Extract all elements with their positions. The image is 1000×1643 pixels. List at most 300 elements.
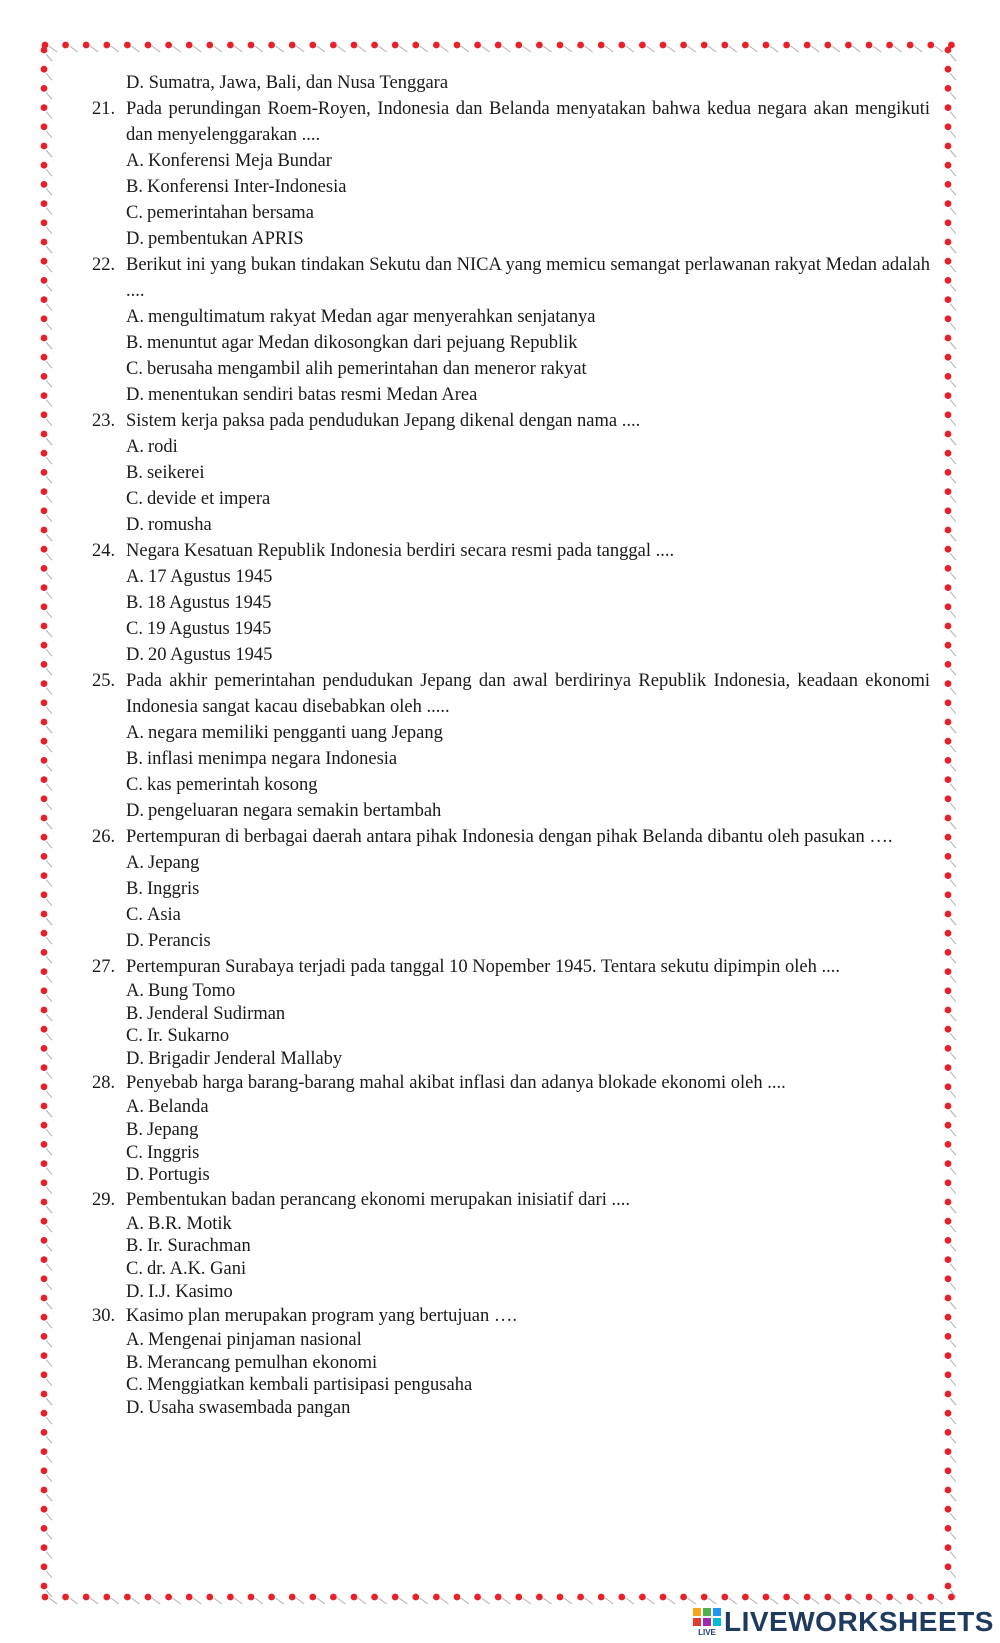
liveworksheets-watermark <box>692 1606 994 1638</box>
answer-option[interactable] <box>126 304 930 330</box>
answer-option[interactable] <box>126 1025 930 1048</box>
border-dash <box>667 1598 675 1604</box>
option-text: berusaha mengambil alih pemerintahan dan meneror rakyat <box>146 359 587 379</box>
answer-option[interactable] <box>126 330 930 356</box>
border-dot <box>41 1391 48 1398</box>
border-dash <box>90 1598 98 1604</box>
border-dash <box>950 438 956 445</box>
border-dash <box>832 46 840 52</box>
border-dot <box>41 1352 48 1359</box>
answer-option[interactable] <box>126 590 930 616</box>
border-dot <box>41 738 48 745</box>
answer-option[interactable] <box>126 1119 930 1142</box>
border-dash <box>873 1598 881 1604</box>
border-dash <box>950 1436 956 1443</box>
answer-option[interactable] <box>126 486 930 512</box>
border-dash <box>950 649 956 656</box>
border-dot <box>945 1218 952 1225</box>
border-dash <box>749 1598 757 1604</box>
border-dash <box>337 46 345 52</box>
border-dot <box>660 1594 667 1601</box>
border-dot <box>639 42 646 49</box>
answer-option[interactable] <box>126 772 930 798</box>
border-dash <box>950 1532 956 1539</box>
question-number: 27. <box>92 957 116 977</box>
option-text: Bung Tomo <box>148 981 236 1001</box>
border-dot <box>41 757 48 764</box>
answer-option[interactable] <box>126 460 930 486</box>
border-dash <box>46 400 52 407</box>
option-text: seikerei <box>146 463 205 483</box>
border-dot <box>41 373 48 380</box>
border-dot <box>536 1594 543 1601</box>
answer-options <box>92 564 930 668</box>
border-dash <box>523 1598 531 1604</box>
border-dash <box>214 1598 222 1604</box>
answer-option[interactable] <box>126 512 930 538</box>
option-letter: A. <box>126 1213 144 1234</box>
option-text: Jepang <box>148 853 200 873</box>
border-dot <box>41 488 48 495</box>
border-dash <box>46 54 52 61</box>
border-dot <box>433 1594 440 1601</box>
border-dash <box>46 553 52 560</box>
border-dash <box>46 169 52 176</box>
border-dash <box>46 841 52 848</box>
question-21 <box>92 96 930 252</box>
option-text: pemerintahan bersama <box>146 203 314 223</box>
option-text: Jenderal Sudirman <box>146 1003 286 1024</box>
border-dot <box>945 680 952 687</box>
border-dash <box>950 553 956 560</box>
border-dot <box>945 1179 952 1186</box>
border-dash <box>46 419 52 426</box>
border-dash <box>420 1598 428 1604</box>
option-letter: C. <box>126 1026 143 1047</box>
border-dot <box>945 1026 952 1033</box>
border-dot <box>41 315 48 322</box>
border-dash <box>950 1552 956 1559</box>
border-dash <box>950 1187 956 1194</box>
border-dash <box>852 1598 860 1604</box>
option-letter: A. <box>126 437 144 457</box>
border-dot <box>824 42 831 49</box>
border-dash <box>46 1264 52 1271</box>
border-dot <box>945 546 952 553</box>
border-dash <box>46 1552 52 1559</box>
border-dot <box>83 42 90 49</box>
border-dot <box>103 1594 110 1601</box>
question-number: 23. <box>92 411 116 431</box>
border-dot <box>945 277 952 284</box>
border-dot <box>945 623 952 630</box>
option-text: 18 Agustus 1945 <box>146 593 272 613</box>
answer-option[interactable] <box>126 1003 930 1026</box>
border-dash <box>111 46 119 52</box>
answer-option[interactable] <box>126 850 930 876</box>
border-dot <box>945 872 952 879</box>
option-letter: C. <box>126 775 143 795</box>
option-letter: D. <box>126 645 144 665</box>
border-dash <box>523 46 531 52</box>
border-dash <box>950 1244 956 1251</box>
answer-option[interactable] <box>126 980 930 1003</box>
option-letter: D. <box>126 515 144 535</box>
border-dash <box>950 1417 956 1424</box>
answer-option[interactable] <box>126 174 930 200</box>
border-dot <box>945 776 952 783</box>
border-dash <box>950 803 956 810</box>
question-row <box>92 668 930 720</box>
border-dot <box>41 162 48 169</box>
border-dot <box>371 1594 378 1601</box>
border-dot <box>945 47 952 54</box>
border-dash <box>46 1340 52 1347</box>
answer-option[interactable] <box>126 798 930 824</box>
border-dot <box>945 834 952 841</box>
question-row <box>92 824 930 850</box>
border-dash <box>950 1225 956 1232</box>
border-dash <box>46 1475 52 1482</box>
answer-options <box>92 1213 930 1303</box>
border-dash <box>564 1598 572 1604</box>
answer-option[interactable] <box>126 720 930 746</box>
border-dash <box>46 899 52 906</box>
border-dot <box>907 1594 914 1601</box>
border-dot <box>412 42 419 49</box>
question-row <box>92 1187 930 1213</box>
border-dot <box>927 1594 934 1601</box>
border-dash <box>440 46 448 52</box>
border-dot <box>41 1160 48 1167</box>
border-dash <box>950 1091 956 1098</box>
border-dot <box>227 42 234 49</box>
border-dot <box>41 47 48 54</box>
border-dash <box>46 822 52 829</box>
answer-option[interactable] <box>126 1235 930 1258</box>
border-dot <box>945 661 952 668</box>
question-number: 25. <box>92 671 116 691</box>
option-letter: D. <box>126 229 144 249</box>
border-dot <box>41 411 48 418</box>
border-dash <box>111 1598 119 1604</box>
option-text: Ir. Surachman <box>146 1236 251 1257</box>
border-dot <box>41 123 48 130</box>
border-dot <box>945 1352 952 1359</box>
border-dash <box>729 46 737 52</box>
border-dot <box>41 66 48 73</box>
border-dash <box>950 323 956 330</box>
border-dash <box>46 918 52 925</box>
border-dash <box>852 46 860 52</box>
answer-option[interactable] <box>126 642 930 668</box>
border-dot <box>945 258 952 265</box>
border-dash <box>46 803 52 810</box>
question-29 <box>92 1187 930 1303</box>
question-row <box>92 252 930 304</box>
answer-option[interactable] <box>126 564 930 590</box>
border-dot <box>268 42 275 49</box>
question-number: 29. <box>92 1189 116 1210</box>
answer-options <box>92 304 930 408</box>
answer-option[interactable] <box>126 1096 930 1119</box>
border-dot <box>945 930 952 937</box>
answer-option[interactable] <box>126 1281 930 1304</box>
border-dash <box>46 92 52 99</box>
border-dot <box>742 42 749 49</box>
border-dash <box>626 1598 634 1604</box>
answer-option[interactable] <box>126 1329 930 1352</box>
dotted-border-bottom <box>40 1592 956 1606</box>
answer-option[interactable] <box>126 1213 930 1236</box>
border-dash <box>317 1598 325 1604</box>
answer-option[interactable] <box>126 434 930 460</box>
question-row <box>92 538 930 564</box>
border-dash <box>950 1456 956 1463</box>
answer-option[interactable] <box>126 746 930 772</box>
border-dash <box>399 46 407 52</box>
answer-option[interactable] <box>126 1397 930 1420</box>
question-27 <box>92 954 930 1070</box>
border-dash <box>950 534 956 541</box>
border-dash <box>46 304 52 311</box>
question-row <box>92 954 930 980</box>
border-dash <box>46 1302 52 1309</box>
option-letter: D. <box>126 801 144 821</box>
border-dot <box>945 315 952 322</box>
border-dot <box>886 42 893 49</box>
border-dash <box>46 726 52 733</box>
border-dot <box>41 891 48 898</box>
border-dot <box>454 42 461 49</box>
border-dash <box>543 46 551 52</box>
dotted-border-top <box>40 40 956 54</box>
border-dash <box>358 46 366 52</box>
answer-option[interactable] <box>126 616 930 642</box>
answer-option[interactable] <box>126 200 930 226</box>
option-letter: A. <box>126 853 144 873</box>
border-dot <box>454 1594 461 1601</box>
border-dash <box>49 46 57 52</box>
border-dash <box>46 707 52 714</box>
border-dot <box>41 392 48 399</box>
border-dot <box>41 680 48 687</box>
border-dot <box>515 1594 522 1601</box>
border-dot <box>845 1594 852 1601</box>
answer-option[interactable] <box>126 1374 930 1397</box>
border-dot <box>41 1218 48 1225</box>
border-dot <box>41 1487 48 1494</box>
border-dot <box>639 1594 646 1601</box>
border-dot <box>945 507 952 514</box>
border-dot <box>945 1295 952 1302</box>
border-dash <box>46 1360 52 1367</box>
border-dot <box>945 1199 952 1206</box>
border-dash <box>950 476 956 483</box>
border-dash <box>46 1456 52 1463</box>
border-dash <box>950 976 956 983</box>
border-dot <box>474 1594 481 1601</box>
border-dash <box>482 46 490 52</box>
border-dot <box>42 42 49 49</box>
border-dash <box>950 688 956 695</box>
answer-option[interactable] <box>126 382 930 408</box>
border-dot <box>866 1594 873 1601</box>
option-text: negara memiliki pengganti uang Jepang <box>148 723 443 743</box>
border-dot <box>680 1594 687 1601</box>
border-dash <box>950 1072 956 1079</box>
border-dash <box>46 1398 52 1405</box>
border-dash <box>626 46 634 52</box>
border-dash <box>46 649 52 656</box>
border-dash <box>950 822 956 829</box>
option-text: pembentukan APRIS <box>148 229 304 249</box>
border-dot <box>945 1122 952 1129</box>
border-dot <box>945 450 952 457</box>
border-dot <box>945 431 952 438</box>
border-dot <box>41 1544 48 1551</box>
border-dash <box>234 1598 242 1604</box>
border-dot <box>41 968 48 975</box>
border-dash <box>46 1014 52 1021</box>
border-dot <box>41 1007 48 1014</box>
question-text: Penyebab harga barang-barang mahal akibat inflasi dan adanya blokade ekonomi oleh .... <box>126 1073 786 1094</box>
border-dash <box>46 246 52 253</box>
border-dot <box>62 42 69 49</box>
border-dot <box>945 1448 952 1455</box>
border-dash <box>46 611 52 618</box>
border-dot <box>763 42 770 49</box>
border-dash <box>46 361 52 368</box>
answer-option[interactable] <box>126 1048 930 1071</box>
question-24 <box>92 538 930 668</box>
border-dash <box>950 400 956 407</box>
option-text: menuntut agar Medan dikosongkan dari pejuang Republik <box>146 333 578 353</box>
answer-option[interactable] <box>126 876 930 902</box>
option-letter: C. <box>126 905 143 925</box>
option-letter: D. <box>126 1281 144 1302</box>
answer-options <box>92 434 930 538</box>
border-dot <box>41 258 48 265</box>
border-dot <box>945 1583 952 1590</box>
border-dash <box>46 1513 52 1520</box>
border-dot <box>351 1594 358 1601</box>
answer-option[interactable] <box>126 1352 930 1375</box>
border-dot <box>41 277 48 284</box>
border-dash <box>950 1475 956 1482</box>
border-dash <box>152 46 160 52</box>
border-dash <box>950 1014 956 1021</box>
border-dash <box>564 46 572 52</box>
border-dot <box>165 42 172 49</box>
border-dash <box>950 860 956 867</box>
border-dot <box>945 795 952 802</box>
border-dash <box>791 1598 799 1604</box>
option-letter: A. <box>126 567 144 587</box>
border-dash <box>255 46 263 52</box>
border-dash <box>46 208 52 215</box>
question-number: 21. <box>92 99 116 119</box>
border-dot <box>927 42 934 49</box>
border-dot <box>309 42 316 49</box>
border-dot <box>804 1594 811 1601</box>
question-row <box>92 96 930 148</box>
border-dot <box>41 1506 48 1513</box>
answer-option[interactable] <box>126 356 930 382</box>
border-dash <box>605 46 613 52</box>
border-dot <box>103 42 110 49</box>
border-dot <box>41 987 48 994</box>
answer-options <box>92 148 930 252</box>
border-dot <box>433 42 440 49</box>
border-dot <box>945 1525 952 1532</box>
answer-option[interactable] <box>126 928 930 954</box>
border-dot <box>945 968 952 975</box>
border-dot <box>945 1410 952 1417</box>
border-dot <box>41 930 48 937</box>
option-text: Konferensi Inter-Indonesia <box>146 177 347 197</box>
border-dot <box>41 1199 48 1206</box>
border-dash <box>399 1598 407 1604</box>
option-text: Inggris <box>146 879 200 899</box>
border-dot <box>41 1122 48 1129</box>
border-dash <box>950 1590 956 1597</box>
border-dash <box>950 1360 956 1367</box>
question-text: Kasimo plan merupakan program yang bertujuan …. <box>126 1306 517 1327</box>
option-text: devide et impera <box>146 489 271 509</box>
border-dash <box>358 1598 366 1604</box>
border-dash <box>770 1598 778 1604</box>
question-30 <box>92 1303 930 1419</box>
option-text: pengeluaran negara semakin bertambah <box>148 801 442 821</box>
border-dot <box>41 1026 48 1033</box>
border-dot <box>618 1594 625 1601</box>
option-letter: A. <box>126 1330 144 1351</box>
border-dot <box>945 469 952 476</box>
border-dot <box>945 815 952 822</box>
border-dash <box>950 54 956 61</box>
border-dash <box>935 1598 943 1604</box>
border-dash <box>950 515 956 522</box>
border-dash <box>46 1283 52 1290</box>
border-dot <box>124 42 131 49</box>
question-text: Negara Kesatuan Republik Indonesia berdiri secara resmi pada tanggal .... <box>126 541 675 561</box>
answer-options <box>92 720 930 824</box>
answer-option[interactable] <box>126 1142 930 1165</box>
answer-option[interactable] <box>126 1258 930 1281</box>
border-dash <box>914 46 922 52</box>
border-dot <box>557 1594 564 1601</box>
border-dot <box>515 42 522 49</box>
border-dash <box>173 1598 181 1604</box>
answer-option[interactable] <box>126 226 930 252</box>
option-text: 17 Agustus 1945 <box>148 567 273 587</box>
border-dash <box>708 46 716 52</box>
answer-option[interactable] <box>126 148 930 174</box>
border-dot <box>62 1594 69 1601</box>
border-dot <box>41 1275 48 1282</box>
border-dot <box>42 1594 49 1601</box>
border-dot <box>41 1410 48 1417</box>
border-dash <box>46 1417 52 1424</box>
border-dash <box>914 1598 922 1604</box>
border-dot <box>41 565 48 572</box>
border-dot <box>945 565 952 572</box>
answer-option[interactable] <box>126 902 930 928</box>
border-dash <box>255 1598 263 1604</box>
answer-option[interactable] <box>126 1164 930 1187</box>
border-dash <box>955 1598 956 1604</box>
